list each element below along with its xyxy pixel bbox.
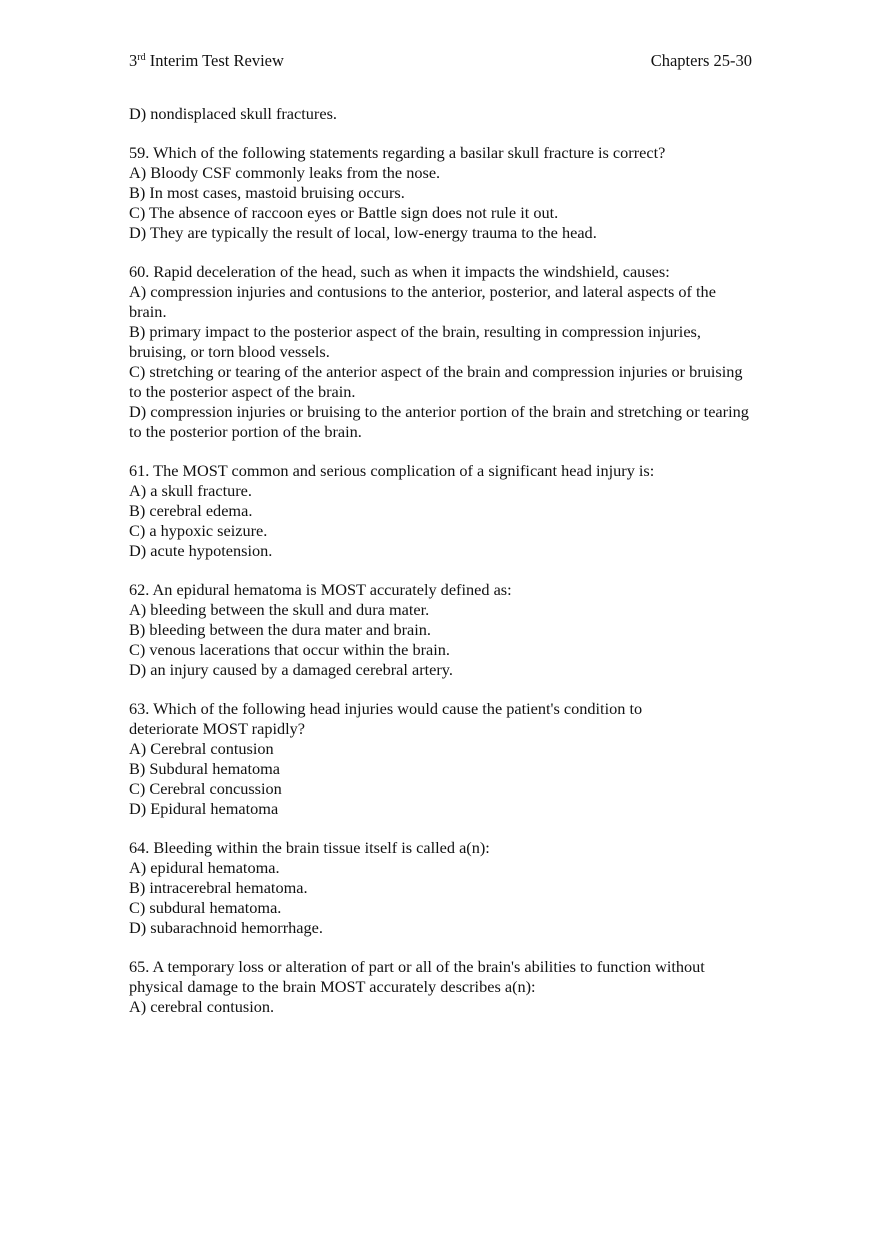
answer-option: D) compression injuries or bruising to the anterior portion of the brain and stretching or tearing to the posterior portion of the brain.	[129, 402, 749, 441]
header-title	[129, 51, 284, 71]
answer-option: B) primary impact to the posterior aspect of the brain, resulting in compression injuries, bruising, or torn blood vessels.	[129, 322, 701, 361]
header-chapters: Chapters 25-30	[650, 51, 752, 70]
answer-option: C) subdural hematoma.	[129, 898, 282, 917]
answer-option: D) an injury caused by a damaged cerebral artery.	[129, 660, 453, 679]
question-63	[129, 699, 754, 819]
answer-option: A) cerebral contusion.	[129, 997, 275, 1016]
answer-option: C) The absence of raccoon eyes or Battle sign does not rule it out.	[129, 203, 559, 222]
question-stem: 64. Bleeding within the brain tissue itself is called a(n):	[129, 838, 490, 857]
header-ordinal: 3	[129, 51, 138, 70]
page-header	[129, 51, 752, 75]
answer-option: A) a skull fracture.	[129, 481, 252, 500]
answer-option: A) epidural hematoma.	[129, 858, 280, 877]
answer-option: A) Cerebral contusion	[129, 739, 274, 758]
carryover-option-d: D) nondisplaced skull fractures.	[129, 104, 337, 123]
question-65	[129, 957, 754, 1017]
answer-option: C) stretching or tearing of the anterior aspect of the brain and compression injuries or bruising to the posterior aspect of the brain.	[129, 362, 743, 401]
answer-option: B) bleeding between the dura mater and brain.	[129, 620, 431, 639]
answer-option: B) In most cases, mastoid bruising occurs.	[129, 183, 405, 202]
header-title-text: Interim Test Review	[145, 51, 284, 70]
header-superscript: rd	[137, 52, 146, 63]
question-stem: 59. Which of the following statements regarding a basilar skull fracture is correct?	[129, 143, 666, 162]
answer-option: C) Cerebral concussion	[129, 779, 282, 798]
question-stem: 62. An epidural hematoma is MOST accurately defined as:	[129, 580, 512, 599]
question-stem: 63. Which of the following head injuries would cause the patient's condition to deteriorate MOST rapidly?	[129, 699, 643, 738]
answer-option: D) acute hypotension.	[129, 541, 273, 560]
question-stem: 61. The MOST common and serious complication of a significant head injury is:	[129, 461, 655, 480]
question-59	[129, 143, 754, 243]
question-62	[129, 580, 754, 680]
answer-option: B) intracerebral hematoma.	[129, 878, 308, 897]
answer-option: A) bleeding between the skull and dura mater.	[129, 600, 430, 619]
question-list	[129, 104, 754, 1017]
answer-option: C) a hypoxic seizure.	[129, 521, 268, 540]
answer-option: B) cerebral edema.	[129, 501, 253, 520]
answer-option: B) Subdural hematoma	[129, 759, 281, 778]
answer-option: A) compression injuries and contusions to the anterior, posterior, and lateral aspects of the brain.	[129, 282, 716, 321]
question-64	[129, 838, 754, 938]
question-stem: 65. A temporary loss or alteration of part or all of the brain's abilities to function without physical damage to the brain MOST accurately describes a(n):	[129, 957, 705, 996]
answer-option: D) Epidural hematoma	[129, 799, 279, 818]
answer-option: C) venous lacerations that occur within the brain.	[129, 640, 451, 659]
question-61	[129, 461, 754, 561]
question-stem: 60. Rapid deceleration of the head, such as when it impacts the windshield, causes:	[129, 262, 670, 281]
answer-option: D) They are typically the result of local, low-energy trauma to the head.	[129, 223, 597, 242]
question-60	[129, 262, 754, 442]
answer-option: A) Bloody CSF commonly leaks from the nose.	[129, 163, 441, 182]
answer-option: D) subarachnoid hemorrhage.	[129, 918, 323, 937]
